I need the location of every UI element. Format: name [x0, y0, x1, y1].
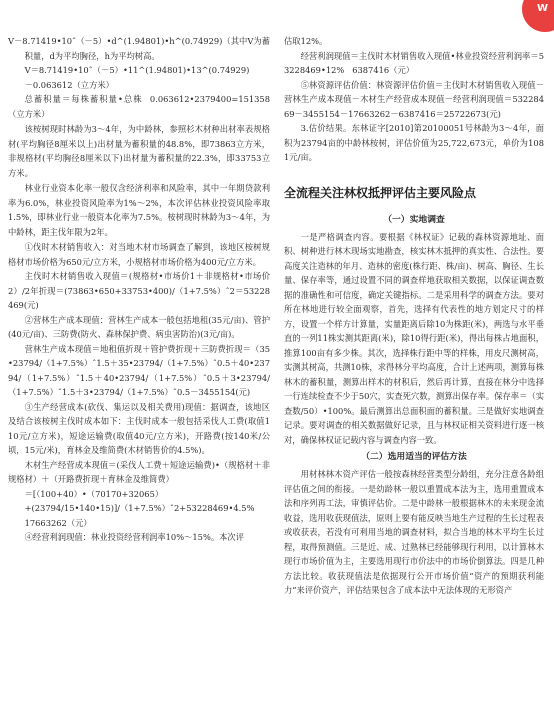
- corner-badge-text: W: [536, 3, 548, 14]
- paragraph-outturn: 该桉树现时林龄为3～4年，为中龄林，参照杉木材种出材率表规格材(平均胸径8厘米以上)出材量为蓄积量的48.8%，即73863立方米，非规格材(平均胸径8厘米以下)出材量为蓄积量的22.3%，即33753立方米。: [8, 124, 270, 178]
- subheading-field-survey: （一）实地调查: [383, 214, 445, 225]
- formula-sales-revenue: 主伐时木材销售收入现值＝(规格材•市场价1＋非规格材•市场价2）/2年折现＝(73863•650+33753•400)/（1+7.5%）ˆ2＝53228469(元): [8, 271, 270, 310]
- paragraph-forest-cost: ②营林生产成本现值：营林生产成本一般包括地租(35元/亩)、管护(40元/亩)、三防费(防火、森林保护费、病虫害防治)(3元/亩)。: [8, 314, 270, 339]
- formula-forest-cost: 营林生产成本现值＝地租值折现＋管护费折现＋三防费折现＝（35•23794/（1+7.5%）ˆ1.5＋35•23794/（1+7.5%）ˆ0.5＋40•23794/（1+7.5%）ˆ1.5＋40•23794/（1+7.5%）ˆ0.5＋3•23794/（1+7.5%）ˆ1.5＋3•23794/（1+7.5%）ˆ0.5－3455154(元): [8, 343, 270, 397]
- formula-volume-value: V＝8.71419•10ˆ（－5）•11^(1.94801)•13^(0.74929): [24, 65, 250, 75]
- paragraph-profit-rate: ④经营利润现值：林业投资经营利润率10%～15%。本次评: [24, 532, 245, 542]
- paragraph-profit-continued: 估取12%。: [284, 36, 328, 46]
- paragraph-capitalization-rate: 林业行业资本化率一般仅含经济利率和风险率，其中一年期贷款利率为6.0%，林业投资风险率为1%～2%，本次评估林业投资风险率取1.5%，即林业行业一般资本化率为7.5%。桉树现时林龄为3～4年，为中龄林，距主伐年限为2年。: [8, 183, 270, 237]
- formula-operating-cost-step2: +(23794/15•140•15)]/（1+7.5%）ˆ2+53228469•4.5%: [24, 503, 255, 513]
- paragraph-valuation-result: 3.估价结果。东林证字[2010]第20100051号林龄为3～4年，面积为23794亩的中龄林桉树，评估价值为25,722,673元，单价为1081元/亩。: [284, 123, 544, 162]
- right-column: [284, 34, 544, 598]
- formula-operating-cost-step1: ＝[（100+40）•（70170+32065）: [24, 488, 164, 499]
- formula-profit-value: 经营利润现值＝主伐时木材销售收入现值•林业投资经营利润率＝53228469•12% 6387416（元）: [284, 50, 544, 75]
- formula-operating-cost-result: 17663262（元）: [24, 517, 92, 528]
- left-column: [8, 34, 270, 545]
- paragraph-valuation-method: 用材林林木资产评估一般按森林经营类型分龄组，充分注意各龄组评估值之间的衔接。一是幼龄林一般以重置成本法为主，选用重置成本法和序列再工法，审慎评估价。二是中龄林一般根据林木的未来现金流收益，选用收获现值法，原则上要有能反映当地生产过程的生长过程表或收获表，若没有可利用当地的调查材料，拟合当地的林木平均生长过程，取得预测值。三是近、成、过熟林已经能够现行利用，以计算林木现行市场价值为主，主要选用现行市价法中的市场价倒算法。四是几种方法比较。收获现值法是依据现行公开市场价值“资产的预期获利能力”来评价资产，评估结果包含了成本法中无法体现的无形资产: [284, 469, 544, 595]
- formula-volume-result: －0.063612（立方米）: [24, 79, 114, 90]
- formula-resource-value: ⑤林资源评估价值：林资源评估价值＝主伐时木材销售收入现值－营林生产成本现值－木材生产经营成本现值－经营利润现值＝53228469－3455154－17663262－6387416＝25722673(元): [284, 79, 544, 119]
- formula-volume-general: V－8.71419•10ˆ（－5）•d^(1.94801)•h^(0.74929)（其中V为蓄积量，d为平均胸径，h为平均树高。: [8, 36, 270, 61]
- section-title: 全流程关注林权抵押评估主要风险点: [284, 185, 477, 200]
- paragraph-field-survey: 一是严格调查内容。要根据《林权证》记载的森林资源地址、面积、树种进行林木现场实地勘查，核实林木抵押的真实性、合法性。要高度关注造林的年月、造林的密度(株行距、株/亩)、树高、胸径、生长量、保存率等，通过设置不同的调查样地获取相关数据，以保证调查数据的准确性和可信度，确定关键指标。二是采用科学的调查方法。要对所在林地进行较全面观察，首先，选择有代表性的地方划定尺寸的样方，设置一个样方计算量，实量距离后除10为株距(米)，两选与水平垂直的一列11株实测其距离(米)，除10得行距(米)，得出每株占地面积，推算100亩有多少株。其次，选择株行距中等的样株，用皮尺测树高，实测其树高，共测10株，求得林分平均高度，合计上述两项，测算每株林木的蓄积量，测算出样木的材积后，然后再计算，直接在林分中选择一行连续检查不少于50穴，实查死穴数，测算出保存率。保存率＝（实查数/50）•100%。最后测算出总面积面的蓄积量。三是做好实地调查记录。要对调查的相关数据做好记录，且与林权证相关资料进行逐一核对，确保林权证记载内容与调查内容一致。: [284, 231, 544, 445]
- paragraph-operating-cost: ③生产经营成本(砍伐、集运以及相关费用)现值：据调查，该地区及结合该桉树主伐时成本如下：主伐时成本一般包括采伐人工费(取值110元/立方米)，短途运输费(取值40元/立方米)，开路费(按140米/公顷，15元/米)，育林金及维简费(木材销售价的4.5%)。: [8, 401, 270, 455]
- paragraph-sales-revenue: ①伐时木材销售收入：对当地木材市场调查了解到，该地区桉树规格材市场价格为650元/立方米，小规格材市场价格为400元/立方米。: [8, 242, 270, 267]
- subheading-valuation-method: （二）选用适当的评估方法: [361, 452, 467, 462]
- formula-operating-cost: 木材生产经营成本现值＝(采伐人工费＋短途运输费)•（规格材＋非规格材）＋（开路费折现＋育林金及维简费）: [8, 459, 270, 484]
- formula-total-stock: 总蓄积量＝每株蓄积量•总株 0.063612•2379400=151358（立方米）: [8, 94, 270, 119]
